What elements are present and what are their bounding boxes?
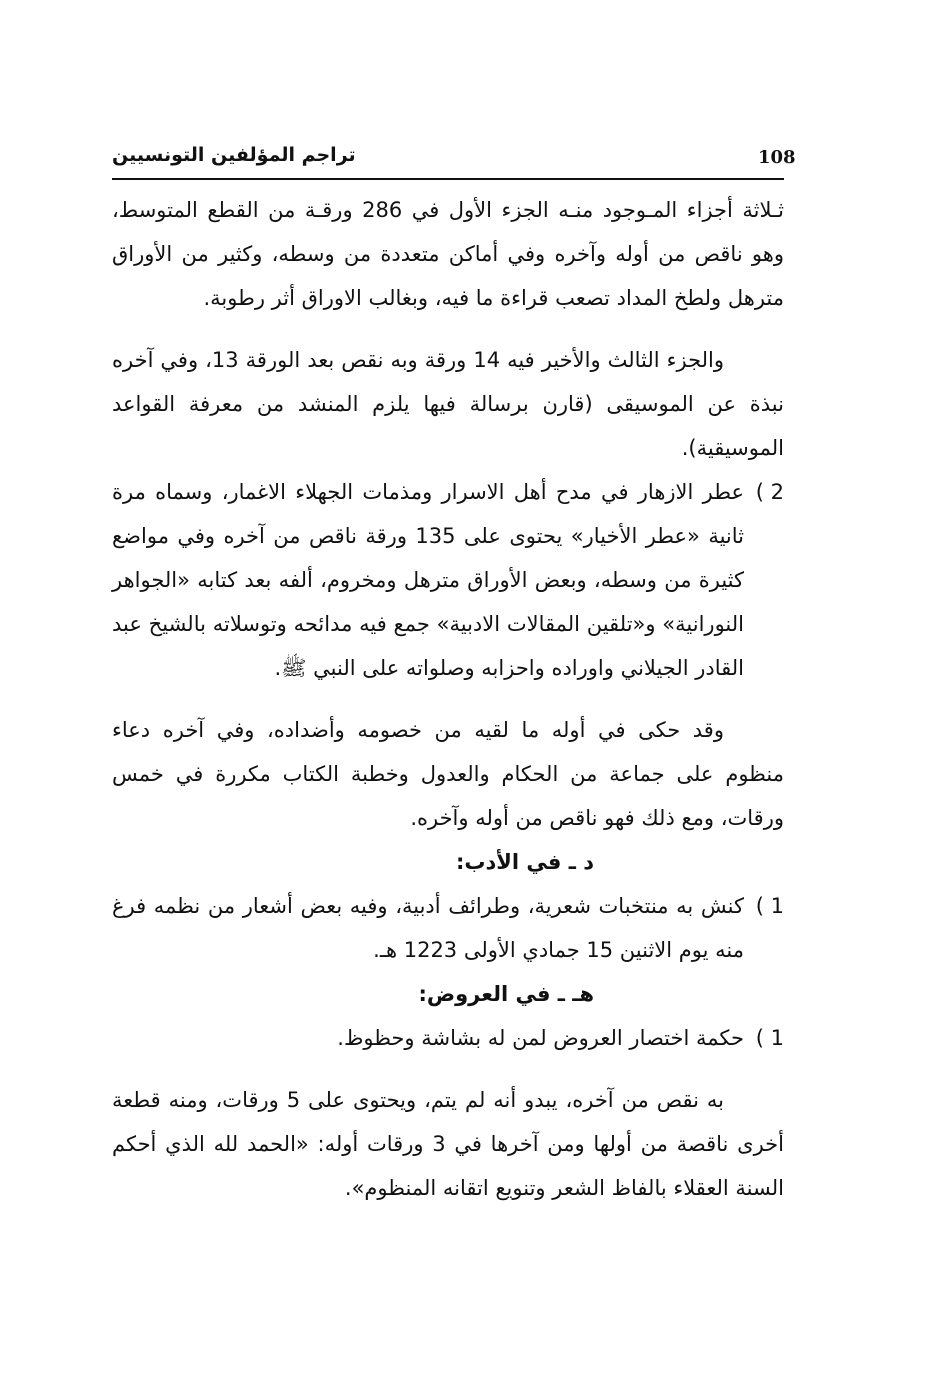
page-body <box>112 188 784 1210</box>
paragraph-continuation: ثـلاثة أجزاء المـوجود منـه الجزء الأول في 286 ورقـة من القطع المتوسط، وهو ناقص من أوله وآخره وفي أماكن متعددة من وسطه، وكثير من الأوراق مترهل ولطخ المداد تصعب قراءة ما فيه، وبغالب الاوراق أثر رطوبة. <box>112 198 785 310</box>
page-number: 108 <box>758 147 796 168</box>
item-number: 1 ) <box>755 894 784 918</box>
section-heading-literature: د ـ في الأدب: <box>456 850 594 874</box>
list-item <box>112 470 784 690</box>
item-text: عطر الازهار في مدح أهل الاسرار ومذمات الجهلاء الاغمار، وسماه مرة ثانية «عطر الأخيار» يحتوى على 135 ورقة ناقص من آخره وفي مواضع كثيرة من وسطه، وبعض الأوراق مترهل ومخروم، ألفه بعد كتابه «الجواهر النورانية» و«تلقين المقالات الادبية» جمع فيه مدائحه وتوسلاته بالشيخ عبد القادر الجيلاني واوراده واحزابه وصلواته على النبي ﷺ. <box>112 480 744 680</box>
list-item <box>112 1016 784 1060</box>
list-item <box>112 884 784 972</box>
page-header <box>112 138 796 180</box>
item-number: 1 ) <box>755 1026 784 1050</box>
paragraph-third-part: والجزء الثالث والأخير فيه 14 ورقة وبه نقص بعد الورقة 13، وفي آخره نبذة عن الموسيقى (قارن برسالة فيها يلزم المنشد من معرفة القواعد الموسيقية). <box>112 348 784 460</box>
running-title: تراجم المؤلفين التونسيين <box>112 144 356 166</box>
paragraph-description: وقد حكى في أوله ما لقيه من خصومه وأضداده، وفي آخره دعاء منظوم على جماعة من الحكام والعدول وخطبة الكتاب مكررة في خمس ورقات، ومع ذلك فهو ناقص من أوله وآخره. <box>112 718 784 830</box>
paragraph-final: به نقص من آخره، يبدو أنه لم يتم، ويحتوى على 5 ورقات، ومنه قطعة أخرى ناقصة من أولها ومن آخرها في 3 ورقات أوله: «الحمد لله الذي أحكم السنة العقلاء بالفاظ الشعر وتنويع اتقانه المنظوم». <box>112 1088 784 1200</box>
section-heading-prosody: هـ ـ في العروض: <box>418 982 594 1006</box>
item-text: كنش به منتخبات شعرية، وطرائف أدبية، وفيه بعض أشعار من نظمه فرغ منه يوم الاثنين 15 جمادي الأولى 1223 هـ. <box>112 894 744 962</box>
item-number: 2 ) <box>755 480 784 504</box>
item-text: حكمة اختصار العروض لمن له بشاشة وحظوظ. <box>337 1026 744 1050</box>
